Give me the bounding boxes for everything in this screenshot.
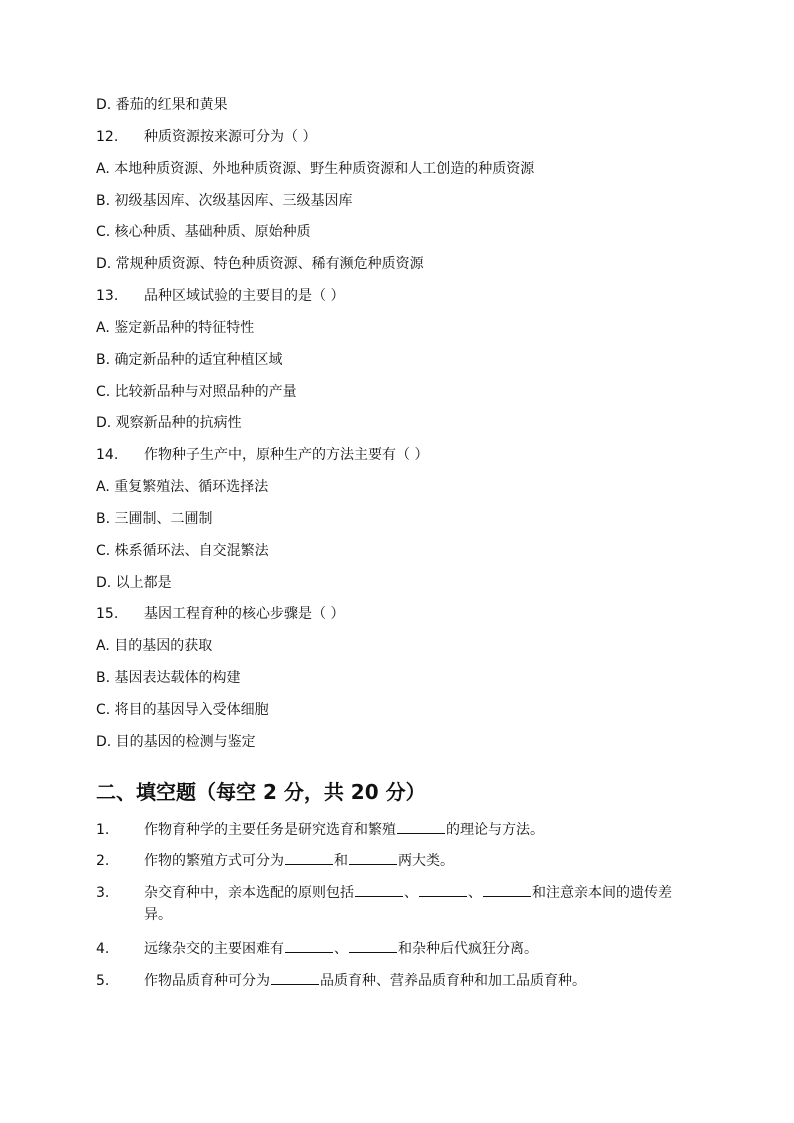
question-line bbox=[96, 604, 344, 624]
fill-item-segment: 品质育种、营养品质育种和加工品质育种。 bbox=[320, 973, 586, 989]
option-line: B. 确定新品种的适宜种植区域 bbox=[96, 352, 283, 368]
blank-line bbox=[419, 882, 467, 897]
option-line: D. 番茄的红果和黄果 bbox=[96, 97, 228, 113]
option-line: D. 常规种质资源、特色种质资源、稀有濒危种质资源 bbox=[96, 256, 424, 272]
blank-line bbox=[349, 938, 397, 953]
blank-line bbox=[285, 850, 333, 865]
question-text: 作物种子生产中，原种生产的方法主要有（ ） bbox=[144, 447, 429, 463]
question-line bbox=[96, 445, 428, 465]
fill-item-text bbox=[144, 819, 694, 841]
option-line: B. 初级基因库、次级基因库、三级基因库 bbox=[96, 193, 353, 209]
question-text: 品种区域试验的主要目的是（ ） bbox=[144, 288, 345, 304]
question-number: 14. bbox=[96, 447, 119, 463]
question-number: 15. bbox=[96, 606, 119, 622]
blank-line bbox=[349, 850, 397, 865]
fill-item-segment: 两大类。 bbox=[398, 853, 454, 869]
fill-item-number: 2. bbox=[96, 853, 110, 869]
option-line: B. 三圃制、二圃制 bbox=[96, 511, 213, 527]
fill-item-text bbox=[144, 938, 694, 960]
fill-item-segment: 作物的繁殖方式可分为 bbox=[144, 853, 284, 869]
blank-line bbox=[397, 819, 445, 834]
option-line: A. 重复繁殖法、循环选择法 bbox=[96, 479, 269, 495]
question-number: 12. bbox=[96, 129, 119, 145]
fill-item-segment: 的理论与方法。 bbox=[446, 822, 544, 838]
blank-line bbox=[355, 882, 403, 897]
section-heading: 二、填空题（每空 2 分，共 20 分） bbox=[96, 780, 426, 804]
fill-item-segment: 、 bbox=[404, 885, 418, 901]
fill-item-segment: 作物品质育种可分为 bbox=[144, 973, 270, 989]
fill-item-text bbox=[144, 882, 694, 926]
fill-item-segment: 和杂种后代疯狂分离。 bbox=[398, 941, 538, 957]
blank-line bbox=[271, 970, 319, 985]
question-text: 种质资源按来源可分为（ ） bbox=[144, 129, 317, 145]
fill-item-segment: 远缘杂交的主要困难有 bbox=[144, 941, 284, 957]
fill-item-text bbox=[144, 850, 694, 872]
question-line bbox=[96, 286, 344, 306]
fill-item-segment: 杂交育种中，亲本选配的原则包括 bbox=[144, 885, 354, 901]
option-line: B. 基因表达载体的构建 bbox=[96, 670, 241, 686]
blank-line bbox=[285, 938, 333, 953]
option-line: D. 以上都是 bbox=[96, 575, 172, 591]
fill-item-number: 1. bbox=[96, 822, 110, 838]
fill-item-text bbox=[144, 970, 694, 992]
fill-item-segment: 和 bbox=[334, 853, 348, 869]
option-line: D. 目的基因的检测与鉴定 bbox=[96, 734, 256, 750]
fill-item-segment: 、 bbox=[468, 885, 482, 901]
option-line: A. 本地种质资源、外地种质资源、野生种质资源和人工创造的种质资源 bbox=[96, 161, 535, 177]
option-line: C. 将目的基因导入受体细胞 bbox=[96, 702, 269, 718]
fill-item-segment: 作物育种学的主要任务是研究选育和繁殖 bbox=[144, 822, 396, 838]
option-line: C. 核心种质、基础种质、原始种质 bbox=[96, 224, 311, 240]
question-text: 基因工程育种的核心步骤是（ ） bbox=[144, 606, 345, 622]
option-line: C. 株系循环法、自交混繁法 bbox=[96, 543, 269, 559]
question-number: 13. bbox=[96, 288, 119, 304]
option-line: A. 目的基因的获取 bbox=[96, 638, 213, 654]
option-line: A. 鉴定新品种的特征特性 bbox=[96, 320, 255, 336]
fill-item-number: 3. bbox=[96, 885, 110, 901]
fill-item-segment: 、 bbox=[334, 941, 348, 957]
option-line: C. 比较新品种与对照品种的产量 bbox=[96, 384, 297, 400]
question-line bbox=[96, 127, 316, 147]
fill-item-number: 4. bbox=[96, 941, 110, 957]
fill-item-segment: 和注意亲本间的遗传差异。 bbox=[144, 885, 672, 923]
fill-item-number: 5. bbox=[96, 973, 110, 989]
option-line: D. 观察新品种的抗病性 bbox=[96, 415, 242, 431]
blank-line bbox=[483, 882, 531, 897]
